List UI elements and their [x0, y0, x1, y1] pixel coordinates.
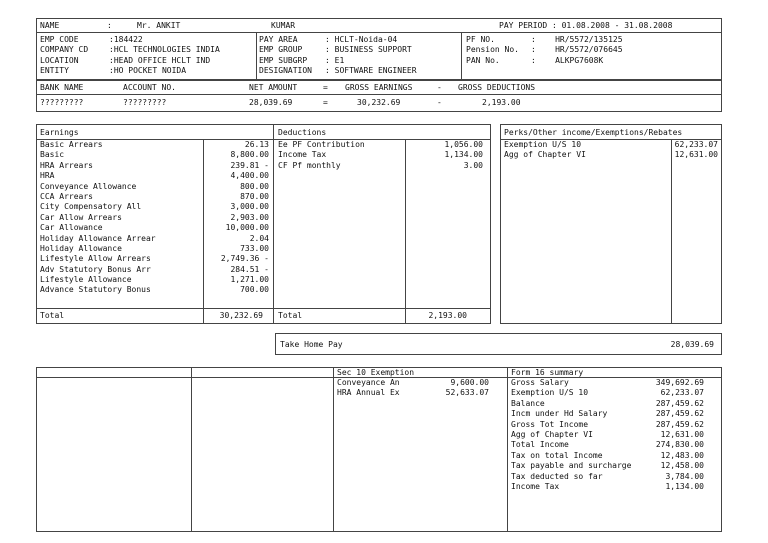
gross-deductions-header: GROSS DEDUCTIONS — [458, 83, 536, 92]
field-label: EMP SUBGRP — [259, 55, 308, 65]
earnings-deductions-table — [36, 124, 491, 324]
employee-surname: KUMAR — [271, 21, 296, 30]
header-col1 — [40, 35, 88, 77]
sec10-amount: 52,633.07 — [445, 388, 489, 398]
deduction-label: Ee PF Contribution — [278, 140, 365, 149]
field-label: PAY AREA — [259, 35, 298, 44]
field-label: ENTITY — [40, 66, 69, 76]
form16-label: Tax on total Income — [511, 450, 603, 460]
form16-amount: 1,134.00 — [665, 481, 704, 491]
perks-amounts — [631, 140, 718, 161]
form16-amount: 287,459.62 — [655, 419, 704, 429]
earning-amount: 870.00 — [240, 191, 269, 201]
perks-labels — [504, 140, 586, 161]
field-label: LOCATION — [40, 55, 79, 65]
earning-amount: 2,903.00 — [230, 212, 269, 222]
field-value: : HR/5572/135125 — [531, 35, 623, 44]
earning-amount: 700.00 — [240, 285, 269, 295]
perk-amount: 12,631.00 — [674, 150, 718, 160]
field-value: : HR/5572/076645 — [531, 45, 623, 55]
earning-label: City Compensatory All — [40, 202, 142, 212]
deductions-title: Deductions — [278, 128, 327, 137]
deduction-amount: 3.00 — [463, 160, 483, 170]
take-home-label: Take Home Pay — [280, 340, 343, 349]
field-label: PF NO. — [466, 35, 495, 44]
earnings-total-label: Total — [40, 311, 65, 320]
sec10-label: Conveyance An — [337, 378, 400, 387]
form16-amount: 12,631.00 — [660, 429, 704, 439]
earning-label: CCA Arrears — [40, 191, 93, 201]
form16-amount: 3,784.00 — [665, 471, 704, 481]
form16-amount: 274,830.00 — [655, 440, 704, 450]
form16-amount: 287,459.62 — [655, 398, 704, 408]
form16-amount: 12,483.00 — [660, 450, 704, 460]
deduction-label: CF Pf monthly — [278, 160, 341, 170]
field-label: Pension No. — [466, 45, 519, 55]
earning-label: Lifestyle Allowance — [40, 275, 132, 285]
gross-earnings-value: 30,232.69 — [357, 98, 401, 107]
header-col3 — [466, 35, 519, 66]
minus-sign: - — [437, 98, 442, 107]
gross-earnings-header: GROSS EARNINGS — [345, 83, 413, 92]
field-value: : BUSINESS SUPPORT — [325, 45, 412, 55]
form16-amount: 62,233.07 — [660, 388, 704, 398]
earning-label: Basic — [40, 150, 65, 160]
perks-title: Perks/Other income/Exemptions/Rebates — [504, 128, 683, 137]
sec10-amount: 9,600.00 — [450, 378, 489, 387]
earning-amount: 26.13 — [244, 140, 269, 149]
earning-label: HRA Arrears — [40, 160, 93, 170]
bank-name-header: BANK NAME — [40, 83, 84, 92]
perk-label: Exemption U/S 10 — [504, 140, 582, 149]
form16-amount: 287,459.62 — [655, 409, 704, 419]
sec10-label: HRA Annual Ex — [337, 388, 400, 398]
field-value: :184422 — [109, 35, 143, 44]
employee-header: NAME : Mr. ANKIT KUMAR PAY PERIOD : 01.08.2008 - 31.08.2008 EMP CODE COMPANY CD LOCATION ENTITY :184422 :HCL TECHNOLOGIES INDIA :HEAD OFFICE HCLT IND :HO POCKET NOIDA PAY AREA EMP GROUP EMP SUBGRP DESIGNATION : HCLT-Noida-04 : BUSINESS SUPPORT : E1 : SOFTWARE ENGINEER PF NO. Pension No. PAN No. : HR/5572/135125 : HR/5572/076645 : ALKPG7608K — [36, 18, 722, 80]
earning-label: Conveyance Allowance — [40, 181, 137, 191]
form16-amount: 349,692.69 — [655, 378, 704, 387]
deductions-total-amount: 2,193.00 — [428, 311, 467, 320]
earning-label: Adv Statutory Bonus Arr — [40, 264, 151, 274]
form16-label: Balance — [511, 398, 545, 408]
earning-label: Car Allow Arrears — [40, 212, 122, 222]
deductions-amounts — [407, 140, 483, 171]
minus-sign: - — [437, 83, 442, 92]
form16-label: Income Tax — [511, 481, 560, 491]
earning-label: Car Allowance — [40, 223, 103, 233]
field-label: PAN No. — [466, 55, 500, 65]
earnings-amounts — [205, 140, 271, 296]
form16-label: Exemption U/S 10 — [511, 388, 589, 398]
earning-amount: 1,271.00 — [230, 275, 269, 285]
form16-label: Gross Salary — [511, 378, 569, 387]
earning-amount: 2.04 — [249, 233, 269, 243]
equals-sign: = — [323, 83, 328, 92]
deductions-total-label: Total — [278, 311, 303, 320]
form16-label: Total Income — [511, 440, 569, 450]
field-value: :HCL TECHNOLOGIES INDIA — [109, 45, 220, 55]
field-value: :HEAD OFFICE HCLT IND — [109, 55, 211, 65]
field-value: : E1 — [325, 55, 345, 65]
earning-amount: 239.81 - — [230, 160, 269, 170]
field-value: : ALKPG7608K — [531, 55, 604, 65]
perk-label: Agg of Chapter VI — [504, 150, 586, 160]
earning-label: Holiday Allowance Arrear — [40, 233, 156, 243]
earning-label: Basic Arrears — [40, 140, 103, 149]
net-amount-value: 28,039.69 — [249, 98, 293, 107]
earning-amount: 284.51 - — [230, 264, 269, 274]
perks-table — [500, 124, 722, 324]
account-no-header: ACCOUNT NO. — [123, 83, 176, 92]
earning-label: Lifestyle Allow Arrears — [40, 254, 151, 264]
deduction-label: Income Tax — [278, 150, 327, 160]
form16-labels — [511, 378, 631, 492]
earning-amount: 733.00 — [240, 243, 269, 253]
field-label: COMPANY CD — [40, 45, 89, 55]
form16-title: Form 16 summary — [511, 368, 584, 377]
sec10-title: Sec 10 Exemption — [337, 368, 415, 377]
field-label: EMP GROUP — [259, 45, 303, 55]
form16-label: Gross Tot Income — [511, 419, 589, 429]
annual-summary — [36, 367, 722, 532]
form16-label: Tax payable and surcharge — [511, 461, 632, 471]
equals-sign: = — [323, 98, 328, 107]
earnings-total-amount: 30,232.69 — [219, 311, 263, 320]
header-col2 — [259, 35, 312, 77]
header-col2-values — [325, 35, 417, 77]
name-label: NAME — [40, 21, 60, 30]
form16-amount: 12,458.00 — [660, 461, 704, 471]
form16-label: Incm under Hd Salary — [511, 409, 608, 419]
field-value: :HO POCKET NOIDA — [109, 66, 187, 76]
deduction-amount: 1,134.00 — [444, 150, 483, 160]
header-col1-values — [109, 35, 220, 77]
earning-label: HRA — [40, 171, 55, 181]
deductions-labels — [278, 140, 365, 171]
earning-amount: 2,749.36 - — [220, 254, 269, 264]
earning-amount: 4,400.00 — [230, 171, 269, 181]
earning-amount: 3,000.00 — [230, 202, 269, 212]
take-home-amount: 28,039.69 — [670, 340, 714, 349]
net-amount-header: NET AMOUNT — [249, 83, 298, 92]
perk-amount: 62,233.07 — [674, 140, 718, 149]
deduction-amount: 1,056.00 — [444, 140, 483, 149]
earning-amount: 10,000.00 — [225, 223, 269, 233]
earning-label: Advance Statutory Bonus — [40, 285, 151, 295]
earnings-labels — [40, 140, 156, 296]
earning-label: Holiday Allowance — [40, 243, 122, 253]
employee-name: Mr. ANKIT — [137, 21, 181, 30]
field-label: EMP CODE — [40, 35, 79, 44]
bank-name-value: ????????? — [40, 98, 84, 107]
form16-label: Tax deducted so far — [511, 471, 603, 481]
gross-deductions-value: 2,193.00 — [482, 98, 521, 107]
form16-amounts — [642, 378, 704, 492]
pay-period: PAY PERIOD : 01.08.2008 - 31.08.2008 — [499, 21, 673, 30]
field-value: : HCLT-Noida-04 — [325, 35, 398, 44]
account-no-value: ????????? — [123, 98, 167, 107]
take-home-pay — [275, 333, 722, 355]
sec10-labels — [337, 378, 400, 399]
field-label: DESIGNATION — [259, 66, 312, 76]
earning-amount: 8,800.00 — [230, 150, 269, 160]
earnings-title: Earnings — [40, 128, 79, 137]
field-value: : SOFTWARE ENGINEER — [325, 66, 417, 76]
sec10-amounts — [421, 378, 489, 399]
form16-label: Agg of Chapter VI — [511, 429, 593, 439]
header-col3-values — [531, 35, 623, 66]
bank-summary — [36, 80, 722, 112]
earning-amount: 800.00 — [240, 181, 269, 191]
